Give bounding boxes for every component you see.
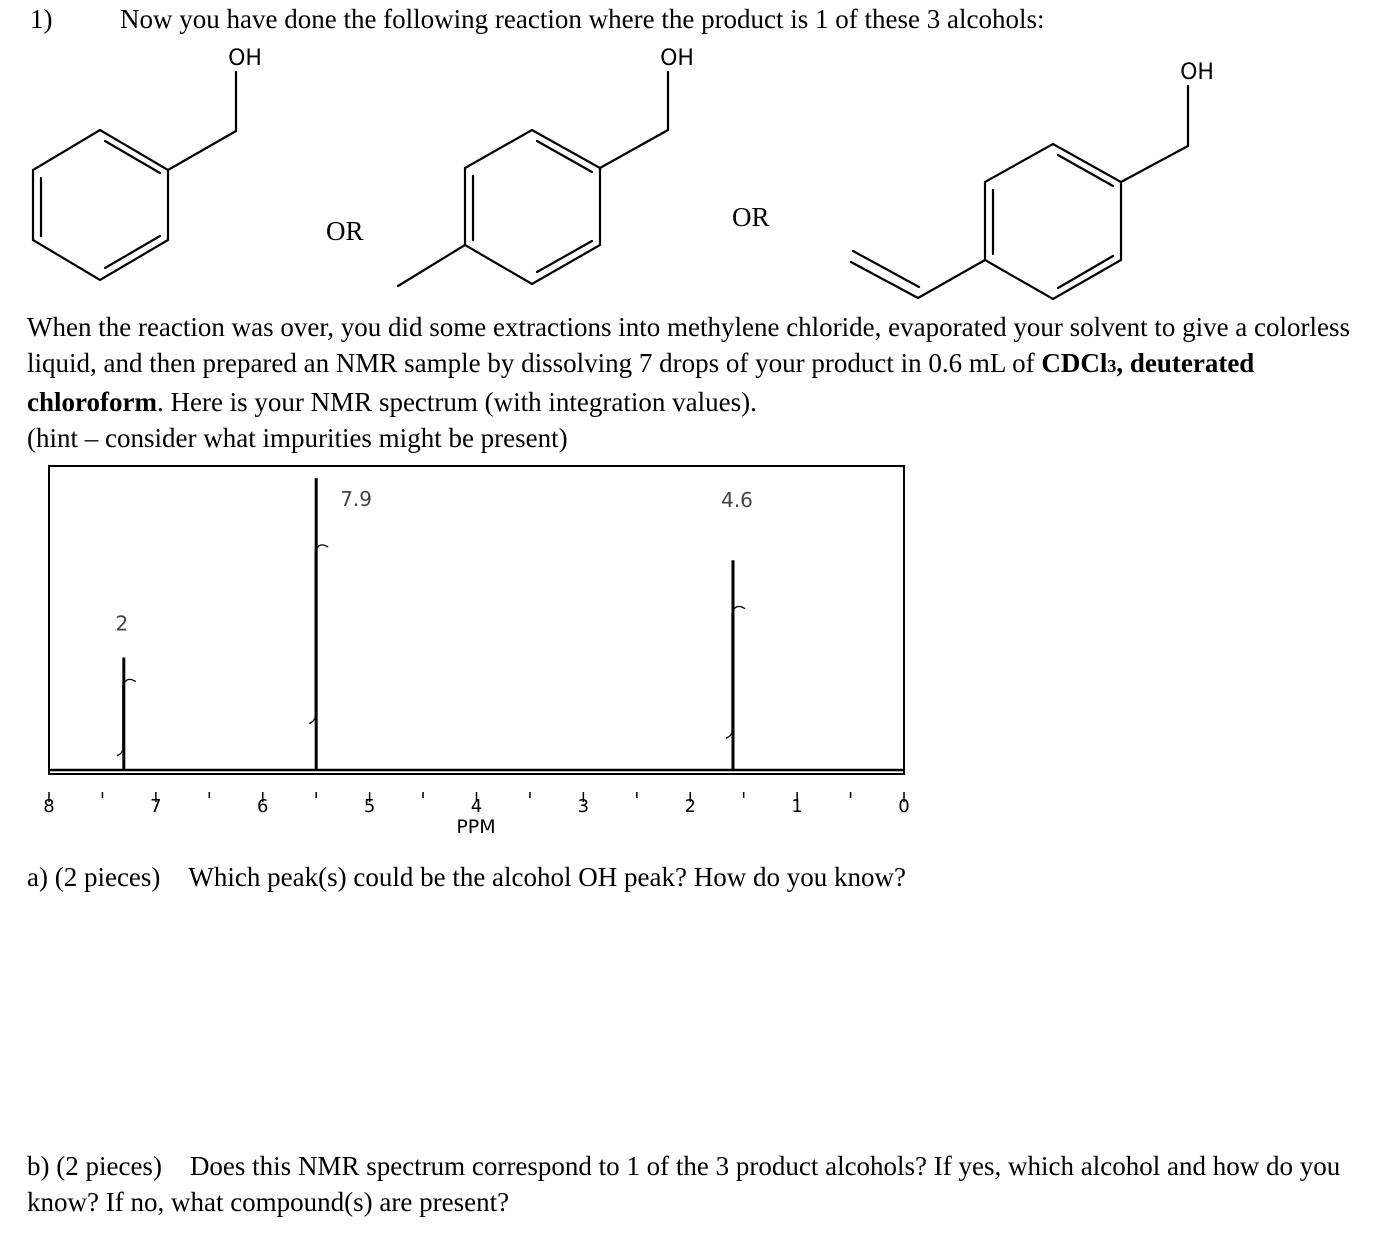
tick-label-0: 0 [898,796,910,817]
solvent-name: CDCl3, deuterated chloroform [27,348,1255,417]
tick-label-1: 1 [791,796,803,817]
integration-label-7.9: 7.9 [340,487,372,511]
tick-label-3: 3 [577,796,590,817]
question-a [27,862,906,893]
integration-label-2: 2 [115,611,129,636]
x-axis-label: PPM [456,816,496,838]
integration-curve-2 [117,679,136,755]
or-label-1: OR [326,216,364,246]
procedure-paragraph [27,309,1377,456]
hint-text: (hint – consider what impurities might be present) [27,423,568,453]
question-number: 1) [30,4,53,34]
question-a-label: a) (2 pieces) [27,862,161,892]
structure-benzyl-alcohol [33,72,236,280]
tick-label-7: 7 [150,796,162,817]
or-label-2: OR [732,202,770,232]
tick-label-5: 5 [363,796,376,817]
integration-curve-7.9 [309,545,328,724]
integration-label-4.6: 4.6 [721,488,753,512]
nmr-spectrum [0,460,1392,840]
tick-label-6: 6 [257,796,269,817]
structure-4-methylbenzyl-alcohol [398,72,668,286]
structure-4-vinylbenzyl-alcohol [851,86,1188,299]
oh-label-1: OH [228,46,262,71]
tick-label-8: 8 [43,796,55,817]
alcohol-structures [0,0,1392,310]
tick-label-4: 4 [470,796,483,817]
paragraph-text-1: When the reaction was over, you did some extractions into methylene chloride, evaporated your solvent to give a colorless liquid, and then prepared an NMR sample by dissolving 7 drops of your product in 0.6 mL of [27,312,1351,378]
question-intro: Now you have done the following reaction where the product is 1 of these 3 alcohols: [120,4,1045,34]
question-b-text: Does this NMR spectrum correspond to 1 of the 3 product alcohols? If yes, which alcohol and how do you know? If no, what compound(s) are present? [27,1151,1341,1217]
question-a-text: Which peak(s) could be the alcohol OH peak? How do you know? [188,862,906,892]
integration-curve-4.6 [726,606,745,738]
question-b [27,1148,1367,1220]
spectrum-frame [49,466,904,774]
tick-label-2: 2 [684,796,696,817]
question-b-label: b) (2 pieces) [27,1151,162,1181]
paragraph-text-2: . Here is your NMR spectrum (with integration values). [156,387,757,417]
oh-label-3: OH [1180,60,1214,85]
oh-label-2: OH [660,46,694,71]
